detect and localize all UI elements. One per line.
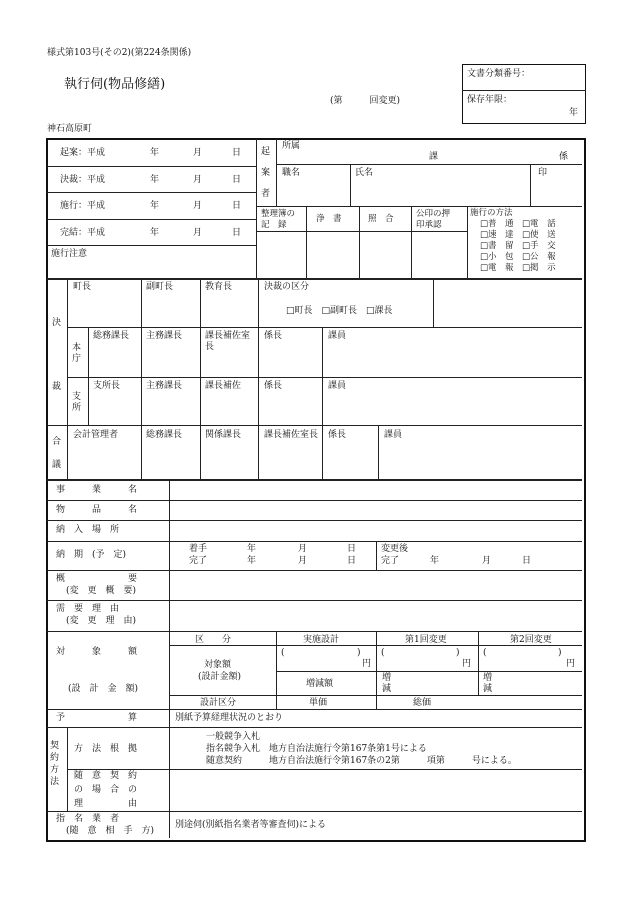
kyoikucho-label: 教育長 (205, 282, 233, 292)
kanketsu-year: 年 (150, 228, 160, 238)
kankei-kacho-label: 関係課長 (205, 430, 242, 440)
shimei-label: 氏名 (355, 168, 374, 178)
aigi-side-2: 議 (52, 460, 62, 470)
contract-line: 一般競争入札 (206, 732, 261, 742)
kakaricho-label: 係長 (264, 331, 283, 341)
method-title: 施行の方法 (470, 208, 513, 218)
shimei-gyosha-label: 指 名 業 者 (56, 814, 120, 824)
drafter-an: 案 (261, 168, 271, 178)
yen-label: 円 (462, 659, 472, 669)
budget-label: 予 算 (56, 713, 138, 723)
method-row: □小 包 □公 報 (480, 252, 556, 262)
shogo-label: 照 合 (368, 214, 394, 224)
town-name: 神石高原町 (47, 124, 93, 134)
jigyo-label: 事 業 名 (56, 485, 138, 495)
shiko-date-label: 施行：平成 (60, 201, 106, 211)
kacho-hosa-label: 課長補佐 (205, 381, 242, 391)
page-title: 執行伺(物品修繕) (64, 77, 166, 92)
kian-date-label: 起案：平成 (60, 148, 106, 158)
kian-year: 年 (150, 148, 160, 158)
kessai-side-1: 決 (52, 318, 62, 328)
day-label: 日 (522, 556, 532, 566)
zuii-label: 随 意 契 約 (74, 771, 138, 781)
doc-class-label: 文書分類番号： (467, 69, 531, 79)
kessai-kubun-title: 決裁の区分 (264, 282, 310, 292)
kessai-side-2: 裁 (52, 382, 62, 392)
chocho-label: 町長 (73, 282, 92, 292)
day-label: 日 (347, 556, 357, 566)
kessai-date-label: 決裁：平成 (60, 175, 106, 185)
henkogo-label: 変更後 (381, 544, 409, 554)
chakushu-label: 着手 (189, 544, 208, 554)
drafter-sha: 者 (261, 189, 271, 199)
shisho-label: 支所 (72, 392, 82, 413)
kanryo-label: 完了 (381, 556, 400, 566)
shozoku-label: 所属 (282, 141, 301, 151)
kessai-year: 年 (150, 175, 160, 185)
kacho-hosa-label: 課長補佐室長 (205, 331, 251, 352)
method-row: □速 達 □使 送 (480, 230, 556, 240)
aigi-somu-label: 総務課長 (146, 430, 183, 440)
kanryo-label: 完了 (189, 556, 208, 566)
revision-label: (第 回変更) (330, 96, 401, 106)
gen-label: 減 (382, 684, 392, 694)
amount-sub-label: (設 計 金 額) (68, 684, 139, 694)
shumu-kacho-label: 主務課長 (146, 381, 183, 391)
contract-side-label: 契約方法 (50, 741, 60, 787)
kessai-month: 月 (193, 175, 203, 185)
noki-label: 納 期 (予 定) (56, 550, 127, 560)
shumu-kacho-label: 主務課長 (146, 331, 183, 341)
nonyu-label: 納 入 場 所 (56, 525, 120, 535)
ka-label: 課 (429, 152, 439, 162)
kakariin-label: 課員 (328, 331, 347, 341)
koin-label-2: 印承認 (416, 220, 442, 230)
kakari-label: 係 (559, 152, 569, 162)
month-label: 月 (298, 544, 308, 554)
year-label: 年 (430, 556, 440, 566)
henko1-header: 第1回変更 (405, 635, 447, 645)
kanketsu-month: 月 (193, 228, 203, 238)
day-label: 日 (347, 544, 357, 554)
kakaricho-label: 係長 (264, 381, 283, 391)
retention-label: 保存年限： (467, 95, 513, 105)
drafter-ki: 起 (261, 147, 271, 157)
yen-label: 円 (362, 659, 372, 669)
retention-unit: 年 (569, 108, 579, 118)
josho-label: 浄 書 (316, 214, 342, 224)
shishocho-label: 支所長 (93, 381, 121, 391)
henko2-header: 第2回変更 (510, 635, 552, 645)
contract-line: 随意契約 地方自治法施行令第167条の2第 項第 号による。 (206, 756, 517, 766)
method-row: □普 通 □電 話 (480, 219, 556, 229)
amount-label: 対 象 額 (56, 647, 138, 657)
shimei-gyosha-value: 別途伺(別紙指名業者等審査伺)による (175, 820, 327, 830)
sekkei-kubun-label: 設計区分 (200, 698, 237, 708)
paren-open: ( (281, 648, 285, 658)
shimei-gyosha-sub-label: (随 意 相 手 方) (66, 826, 155, 836)
paren-close: ) (456, 648, 460, 658)
kiroku-label: 記 録 (261, 220, 287, 230)
fukuchocho-label: 副町長 (146, 282, 174, 292)
taisho-label: 対象額 (204, 660, 232, 670)
hoho-label: 方 法 根 拠 (74, 744, 138, 754)
gaiyo-sub-label: (変 更 概 要) (66, 586, 137, 596)
kanketsu-day: 日 (232, 228, 242, 238)
paren-close: ) (357, 648, 361, 658)
honcho-label: 本庁 (72, 343, 82, 364)
kessai-kubun-options: □町長 □副町長 □課長 (286, 306, 393, 316)
zuii-label: の 場 合 の (74, 785, 138, 795)
shiko-day: 日 (232, 201, 242, 211)
aigi-kakariin-label: 課員 (384, 430, 403, 440)
yen-label: 円 (566, 659, 576, 669)
shiko-chui-label: 施行注意 (51, 249, 88, 259)
kian-month: 月 (193, 148, 203, 158)
month-label: 月 (482, 556, 492, 566)
in-label: 印 (538, 168, 548, 178)
shiko-month: 月 (193, 201, 203, 211)
form-number: 様式第103号(その2)(第224条関係) (47, 48, 192, 58)
paren-open: ( (381, 648, 385, 658)
year-label: 年 (247, 544, 257, 554)
paren-open: ( (483, 648, 487, 658)
zuii-label: 理 由 (74, 799, 138, 809)
kian-day: 日 (232, 148, 242, 158)
kessai-day: 日 (232, 175, 242, 185)
tanka-label: 単価 (309, 698, 328, 708)
zo-label: 増 (483, 673, 493, 683)
zogen-label: 増減額 (306, 679, 334, 689)
budget-value: 別紙予算経理状況のとおり (175, 713, 284, 723)
aigi-kacho-hosa-label: 課長補佐室長 (264, 430, 319, 440)
method-row: □書 留 □手 交 (480, 241, 556, 251)
sekkei-label: (設計金額) (198, 672, 242, 682)
kanketsu-date-label: 完結：平成 (60, 228, 106, 238)
jisshi-header: 実施設計 (303, 635, 340, 645)
method-row: □電 報 □掲 示 (480, 263, 556, 273)
gen-label: 減 (483, 684, 493, 694)
koin-label-1: 公印の押 (416, 209, 451, 219)
gaiyo-label: 概 要 (56, 574, 138, 584)
buppin-label: 物 品 名 (56, 505, 138, 515)
kubun-header: 区 分 (195, 635, 232, 645)
sogaku-label: 総価 (413, 698, 432, 708)
shiko-year: 年 (150, 201, 160, 211)
kakariin-label: 課員 (328, 381, 347, 391)
shokumei-label: 職名 (282, 168, 301, 178)
somu-kacho-label: 総務課長 (93, 331, 130, 341)
juyo-sub-label: (変 更 理 由) (66, 616, 137, 626)
aigi-side-1: 合 (52, 437, 62, 447)
month-label: 月 (298, 556, 308, 566)
kaikei-label: 会計管理者 (73, 430, 119, 440)
zo-label: 増 (382, 673, 392, 683)
aigi-kakaricho-label: 係長 (328, 430, 347, 440)
contract-line: 指名競争入札 地方自治法施行令第167条第1号による (206, 744, 427, 754)
paren-close: ) (558, 648, 562, 658)
juyo-label: 需 要 理 由 (56, 604, 120, 614)
year-label: 年 (247, 556, 257, 566)
seiri-label: 整理簿の (261, 209, 296, 219)
